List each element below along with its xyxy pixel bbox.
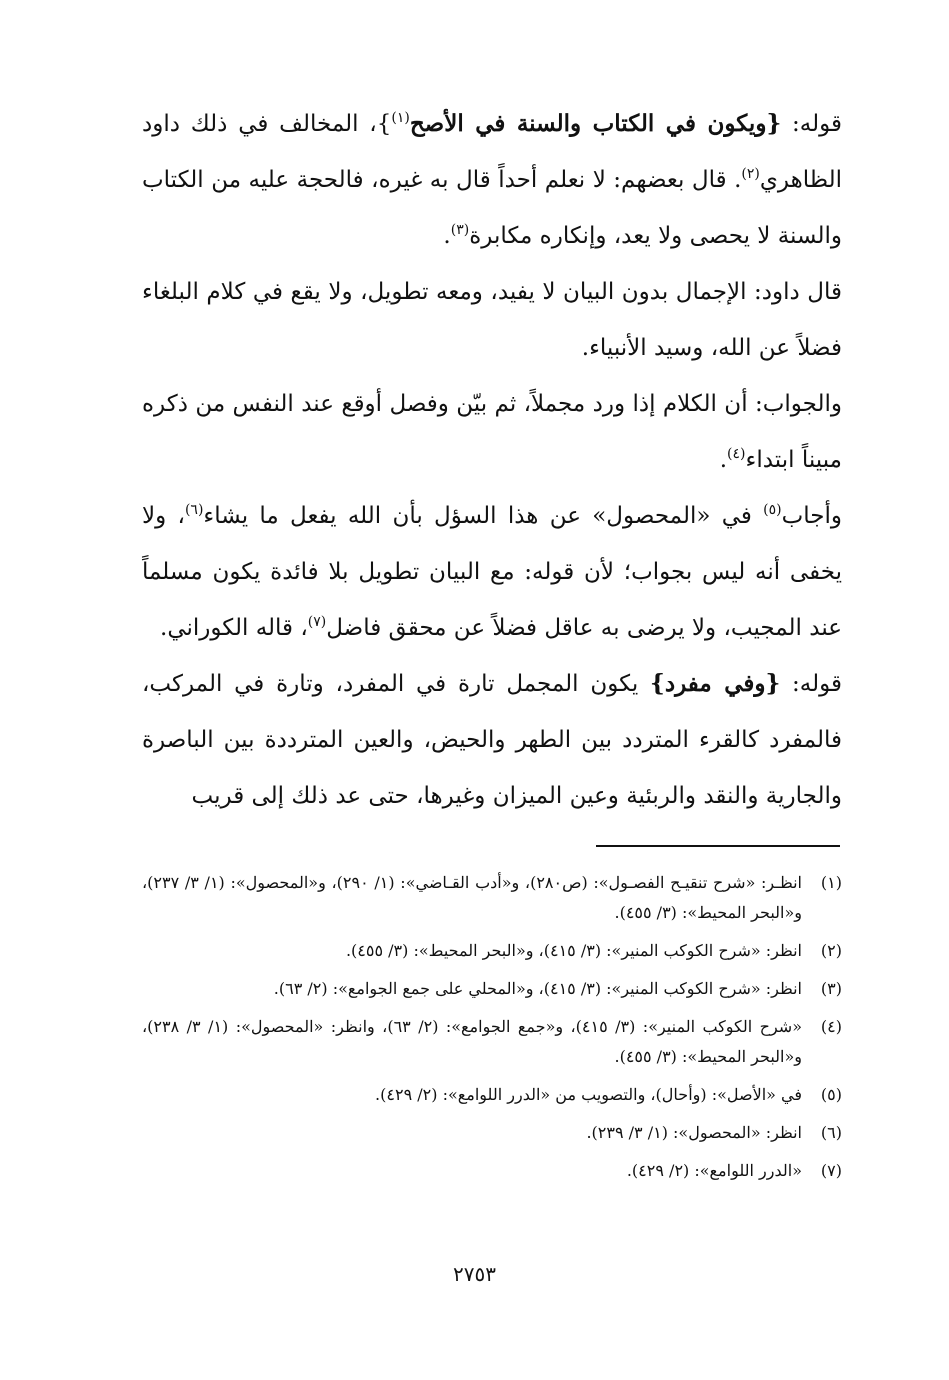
paragraph-4 xyxy=(142,488,842,656)
text-span: ، ولا يخفى أنه ليس بجواب؛ لأن قوله: مع البيان تطويل بلا فائدة يكون مسلماً عند المجيب، ولا يرضى به عاقل فضلاً عن محقق فاضل xyxy=(142,503,842,641)
main-text xyxy=(142,96,842,824)
footnote-4 xyxy=(142,1012,842,1072)
footnote-number: (٤) xyxy=(820,1017,842,1036)
text-span: }، المخالف في ذلك داود الظاهري xyxy=(142,111,842,193)
footnote-text: انظر: «المحصول»: (١/ ٣/ ٢٣٩). xyxy=(586,1123,802,1142)
text-span: قوله: xyxy=(781,111,842,137)
footnote-ref: (١) xyxy=(391,110,410,126)
footnote-6 xyxy=(142,1118,842,1148)
paragraph-3 xyxy=(142,376,842,488)
page-number: ٢٧٥٣ xyxy=(453,1262,496,1286)
footnote-text: انظـر: «شرح تنقيـح الفصـول»: (ص٢٨٠)، و«أدب القـاضي»: (١/ ٢٩٠)، و«المحصول»: (١/ ٣/ ٢٣٧)، و«البحر المحيط»: (٣/ ٤٥٥). xyxy=(142,873,802,922)
text-span: . xyxy=(443,223,451,249)
footnote-1 xyxy=(142,868,842,928)
paragraph-5 xyxy=(142,656,842,824)
footnote-text: انظر: «شرح الكوكب المنير»: (٣/ ٤١٥)، و«المحلي على جمع الجوامع»: (٢/ ٦٣). xyxy=(273,979,802,998)
footnote-2 xyxy=(142,936,842,966)
footnote-ref: (٣) xyxy=(450,222,470,238)
text-span: وأجاب xyxy=(781,503,842,529)
footnote-number: (٧) xyxy=(820,1161,842,1180)
footnote-ref: (٥) xyxy=(763,502,782,518)
footnote-5 xyxy=(142,1080,842,1110)
footnote-text: «شرح الكوكب المنير»: (٣/ ٤١٥)، و«جمع الجوامع»: (٢/ ٦٣)، وانظر: «المحصول»: (١/ ٣/ ٢٣٨)، و«البحر المحيط»: (٣/ ٤٥٥). xyxy=(142,1017,802,1066)
footnote-3 xyxy=(142,974,842,1004)
text-span: والجواب: أن الكلام إذا ورد مجملاً، ثم بيّن وفصل أوقع عند النفس من ذكره مبيناً ابتداء xyxy=(142,391,842,473)
footnote-text: «الدرر اللوامع»: (٢/ ٤٢٩). xyxy=(626,1161,802,1180)
paragraph-2: قال داود: الإجمال بدون البيان لا يفيد، ومعه تطويل، ولا يقع في كلام البلغاء فضلاً عن الله، وسيد الأنبياء. xyxy=(142,279,842,361)
bold-quote: {وفي مفرد} xyxy=(650,670,781,697)
footnote-text: في «الأصل»: (وأحال)، والتصويب من «الدرر اللوامع»: (٢/ ٤٢٩). xyxy=(375,1085,802,1104)
text-span: يكون المجمل تارة في المفرد، وتارة في المركب، فالمفرد كالقرء المتردد بين الطهر والحيض، والعين المترددة بين الباصرة والجارية والنقد والربئية وعين الميزان وغيرها، حتى عد ذلك إلى قريب xyxy=(142,671,842,809)
footnote-number: (٢) xyxy=(820,941,842,960)
footnote-number: (٦) xyxy=(820,1123,842,1142)
footnote-number: (١) xyxy=(820,873,842,892)
footnote-number: (٣) xyxy=(820,979,842,998)
footnote-separator xyxy=(596,845,840,847)
footnote-number: (٥) xyxy=(820,1085,842,1104)
footnote-7 xyxy=(142,1156,842,1186)
text-span: . قال بعضهم: لا نعلم أحداً قال به غيره، فالحجة عليه من الكتاب والسنة لا يحصى ولا يعد، وإنكاره مكابرة xyxy=(142,167,842,249)
footnote-ref: (٧) xyxy=(307,614,327,630)
footnotes xyxy=(142,868,842,1194)
footnote-text: انظر: «شرح الكوكب المنير»: (٣/ ٤١٥)، و«البحر المحيط»: (٣/ ٤٥٥). xyxy=(345,941,802,960)
footnote-ref: (٢) xyxy=(741,166,760,182)
bold-quote: {ويكون في الكتاب والسنة في الأصح xyxy=(409,110,782,137)
text-span: . xyxy=(719,447,728,473)
footnote-ref: (٤) xyxy=(727,446,746,462)
text-span: قوله: xyxy=(780,671,843,697)
paragraph-1 xyxy=(142,96,842,264)
text-span: ، قاله الكوراني. xyxy=(160,615,308,641)
footnote-ref: (٦) xyxy=(184,502,204,518)
text-span: في «المحصول» عن هذا السؤل بأن الله يفعل ما يشاء xyxy=(203,503,764,529)
